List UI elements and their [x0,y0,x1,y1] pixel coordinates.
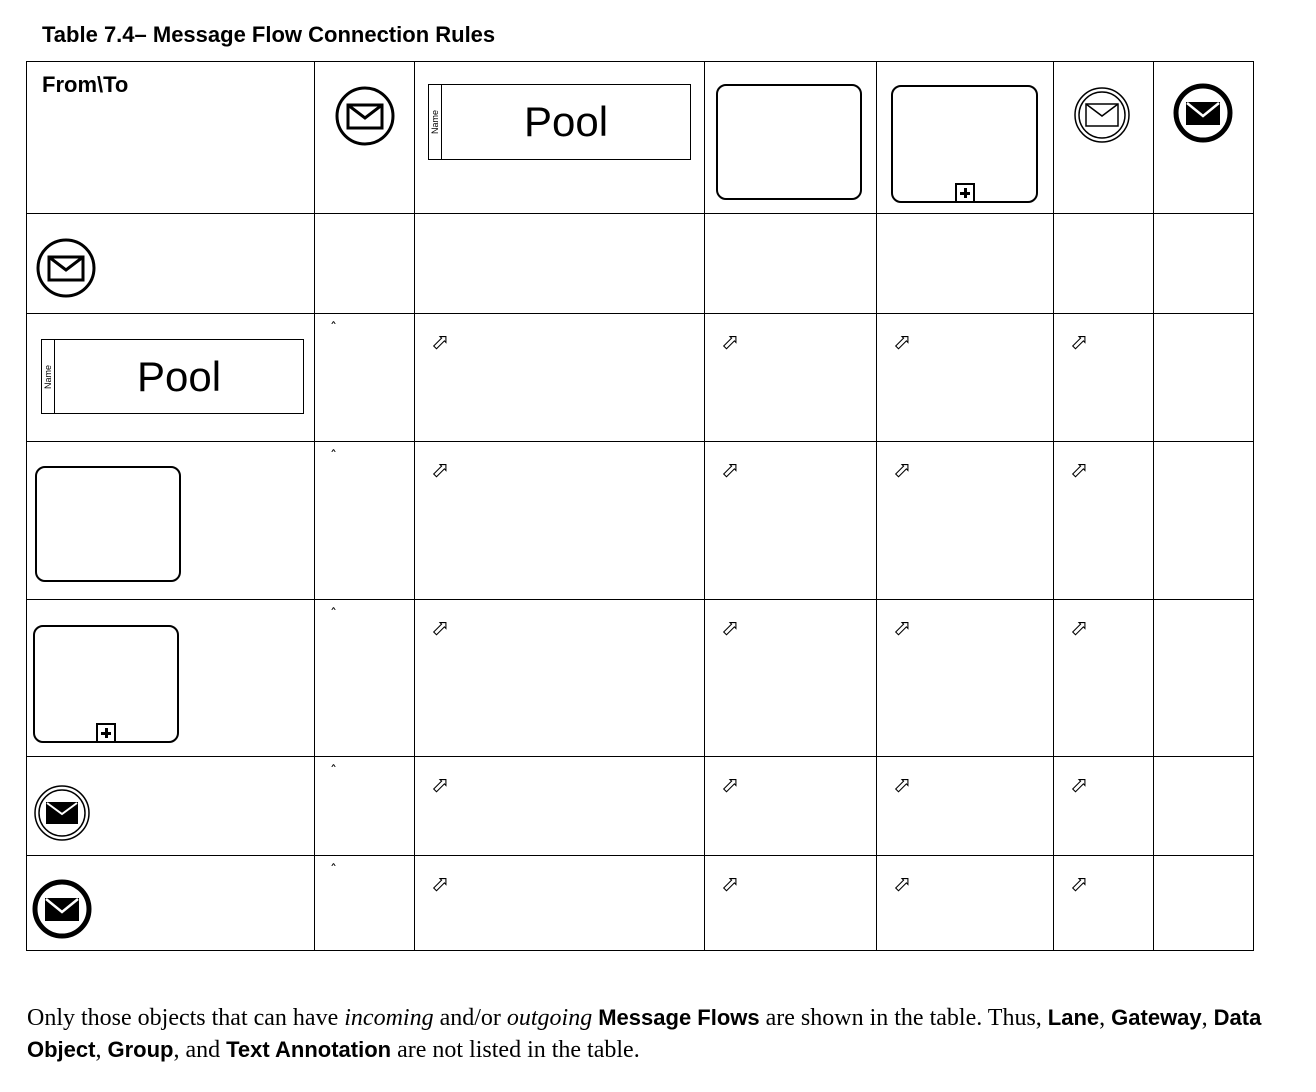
message-flow-arrow-icon: ⬀ [1070,616,1089,641]
rule-cell [877,214,1054,314]
note-text: are not listed in the table. [391,1037,640,1063]
rule-mark: ˆ [330,863,337,879]
rule-mark: ˆ [330,607,337,623]
message-flow-arrow-icon: ⬀ [721,616,740,641]
note-bold-term: Data Object [27,1005,1262,1062]
note-text: are shown in the table. Thus, [759,1005,1048,1031]
row-header-cell [27,600,315,757]
rule-cell [705,757,877,856]
subprocess-icon [33,625,179,743]
message-flow-arrow-icon: ⬀ [893,616,912,641]
rule-cell [1154,314,1254,442]
rule-cell [315,757,415,856]
rule-cell [415,600,705,757]
header-cell [1154,62,1254,214]
table-row [27,314,1254,442]
rule-cell [705,214,877,314]
pool-band-label: Name [43,364,53,389]
rule-mark: ˆ [330,321,337,337]
row-header-cell [27,856,315,951]
rule-cell [1154,442,1254,600]
message-flow-arrow-icon: ⬀ [431,458,450,483]
note-bold-term: Text Annotation [226,1037,392,1062]
end-message-event-icon [1173,83,1233,143]
rule-cell [1054,757,1154,856]
rule-cell [1054,856,1154,951]
rule-mark: ˆ [330,764,337,780]
corner-label: From\To [42,72,129,97]
message-flow-arrow-icon: ⬀ [1070,330,1089,355]
message-flow-arrow-icon: ⬀ [721,773,740,798]
rule-cell [315,856,415,951]
rule-cell [705,856,877,951]
rule-cell [1154,214,1254,314]
note-text: , [1099,1005,1112,1031]
header-cell [705,62,877,214]
pool-label: Pool [523,98,609,145]
note-bold-term: Group [107,1037,174,1062]
rule-mark: ˆ [330,449,337,465]
note-text: and/or [433,1005,507,1031]
rule-cell [315,314,415,442]
message-flow-arrow-icon: ⬀ [1070,872,1089,897]
rule-cell [1154,600,1254,757]
start-message-event-icon [36,238,96,298]
task-icon [716,84,862,200]
rule-cell [877,600,1054,757]
message-flow-arrow-icon: ⬀ [431,616,450,641]
rule-cell [315,442,415,600]
note-italic-term: outgoing [506,1005,593,1031]
rule-cell [705,314,877,442]
rule-cell [315,600,415,757]
header-cell [1054,62,1154,214]
note-text: , and [173,1037,227,1063]
note-bold-term: Lane [1047,1005,1100,1030]
collapsed-marker-icon [955,183,975,203]
pool-icon [428,84,691,160]
note-bold-term: Gateway [1111,1005,1202,1030]
row-header-cell [27,442,315,600]
corner-cell [27,62,315,214]
message-flow-arrow-icon: ⬀ [893,458,912,483]
note-bold-term: Message Flows [598,1005,760,1030]
message-flow-arrow-icon: ⬀ [431,330,450,355]
note-text: , [1201,1005,1214,1031]
end-message-event-icon [32,879,92,939]
message-flow-arrow-icon: ⬀ [721,330,740,355]
message-flow-arrow-icon: ⬀ [1070,773,1089,798]
rule-cell [415,856,705,951]
message-flow-arrow-icon: ⬀ [721,872,740,897]
pool-icon [41,339,304,414]
rule-cell [1054,600,1154,757]
pool-band-label: Name [430,109,440,135]
header-cell [415,62,705,214]
table-row [27,442,1254,600]
header-cell [315,62,415,214]
message-flow-rules-table [26,61,1254,951]
note-text: , [95,1037,108,1063]
subprocess-icon [891,85,1038,203]
rule-cell [1054,214,1154,314]
rule-cell [415,314,705,442]
rule-cell [415,442,705,600]
rule-cell [705,600,877,757]
table-caption: Table 7.4– Message Flow Connection Rules [42,22,496,47]
message-flow-arrow-icon: ⬀ [721,458,740,483]
message-flow-arrow-icon: ⬀ [431,773,450,798]
table-row [27,757,1254,856]
table-note [27,1002,1307,1066]
rule-cell [877,442,1054,600]
rule-cell [1154,856,1254,951]
intermediate-message-event-icon [33,784,91,842]
task-icon [35,466,181,582]
row-header-cell [27,214,315,314]
pool-label: Pool [136,352,222,400]
rule-cell [415,757,705,856]
row-header-cell [27,314,315,442]
rule-cell [877,856,1054,951]
message-flow-arrow-icon: ⬀ [893,330,912,355]
message-flow-arrow-icon: ⬀ [893,872,912,897]
table-row [27,856,1254,951]
rule-cell [877,314,1054,442]
rule-cell [877,757,1054,856]
message-flow-arrow-icon: ⬀ [893,773,912,798]
rule-cell [315,214,415,314]
rule-cell [1154,757,1254,856]
header-cell [877,62,1054,214]
rule-cell [1054,442,1154,600]
row-header-cell [27,757,315,856]
note-text: Only those objects that can have [27,1005,345,1031]
start-message-event-icon [335,86,395,146]
rule-cell [705,442,877,600]
collapsed-marker-icon [96,723,116,743]
intermediate-message-event-icon [1073,86,1131,144]
table-row [27,214,1254,314]
message-flow-arrow-icon: ⬀ [431,872,450,897]
table-header-row [27,62,1254,214]
table-row [27,600,1254,757]
rule-cell [1054,314,1154,442]
note-italic-term: incoming [344,1005,434,1031]
rule-cell [415,214,705,314]
message-flow-arrow-icon: ⬀ [1070,458,1089,483]
